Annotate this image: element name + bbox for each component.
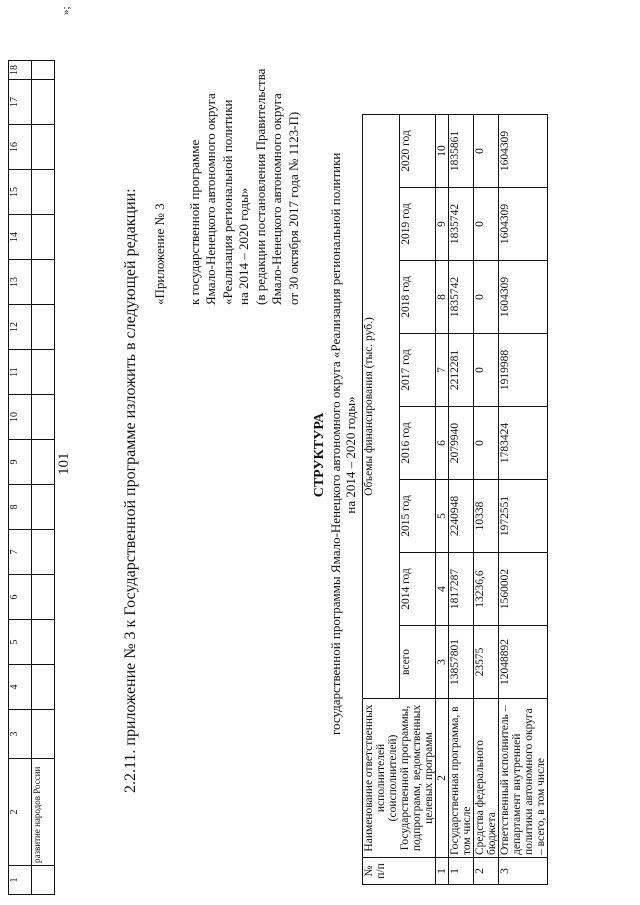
header-volume: Объемы финансирования (тыс. руб.): [363, 115, 400, 699]
cell: [32, 260, 55, 305]
annex-line: (в редакции постановления Правительства: [252, 68, 268, 305]
table-header-row: [363, 115, 400, 885]
value-cell: 23575: [474, 626, 499, 699]
structure-table: [362, 114, 548, 885]
column-number: 9: [9, 440, 32, 485]
cell: [32, 170, 55, 215]
column-number: 4: [9, 665, 32, 710]
column-number-row: [9, 61, 32, 895]
value-cell: 2079940: [449, 407, 474, 480]
annex-line: к государственной программе: [186, 139, 202, 305]
continuation-row: [32, 61, 55, 895]
cell: [32, 305, 55, 350]
annex-line: Ямало-Ненецкого автономного округа: [203, 93, 218, 305]
row-number: 3: [499, 858, 548, 885]
column-index: 4: [436, 553, 449, 626]
header-name-line: подпрограмм, ведомственных: [411, 704, 423, 852]
header-year: 2015 год: [399, 480, 436, 553]
annex-line: на 2014 – 2020 годы»: [236, 187, 251, 305]
header-year: 2014 год: [399, 553, 436, 626]
row-name: Средства федерального бюджета: [474, 699, 499, 858]
table-row: [474, 115, 499, 885]
column-number: 5: [9, 620, 32, 665]
header-year: 2019 год: [399, 188, 436, 261]
value-cell: 2240948: [449, 480, 474, 553]
value-cell: 1919988: [499, 334, 548, 407]
row-name: Ответственный исполнитель – департамент внутренней политики автономного округа – всего, в том числе: [499, 699, 548, 858]
value-cell: 2212281: [449, 334, 474, 407]
column-index: 2: [436, 699, 449, 858]
page-number: 101: [56, 452, 72, 475]
cell: [32, 620, 55, 665]
header-year: 2016 год: [399, 407, 436, 480]
column-index: 5: [436, 480, 449, 553]
annex-header: [152, 69, 302, 305]
header-year: 2017 год: [399, 334, 436, 407]
row-number: 2: [474, 858, 499, 885]
column-number: 7: [9, 530, 32, 575]
cell: [32, 485, 55, 530]
column-number: 3: [9, 710, 32, 759]
column-number: 17: [9, 80, 32, 125]
value-cell: 0: [474, 334, 499, 407]
header-name: [363, 699, 436, 858]
header-name-line: целевых программ: [423, 732, 435, 824]
value-cell: 13236,6: [474, 553, 499, 626]
column-index: 1: [436, 858, 449, 885]
header-name-line: Наименование ответственных: [363, 704, 375, 852]
cell: [32, 440, 55, 485]
cell: [32, 395, 55, 440]
value-cell: 1835742: [449, 261, 474, 334]
column-number: 1: [9, 866, 32, 895]
column-index: 3: [436, 626, 449, 699]
cell: [32, 575, 55, 620]
cell: [32, 80, 55, 125]
table-row: [449, 115, 474, 885]
value-cell: 1560002: [499, 553, 548, 626]
value-cell: 1783424: [499, 407, 548, 480]
row-number: 1: [449, 858, 474, 885]
column-index: 6: [436, 407, 449, 480]
column-index-row: [436, 115, 449, 885]
value-cell: 1604309: [499, 261, 548, 334]
value-cell: 10338: [474, 480, 499, 553]
column-number: 11: [9, 350, 32, 395]
value-cell: 0: [474, 261, 499, 334]
column-number: 2: [9, 759, 32, 866]
value-cell: 1835861: [449, 115, 474, 188]
cell: [32, 866, 55, 895]
value-cell: 1604309: [499, 115, 548, 188]
header-total: всего: [399, 626, 436, 699]
header-number: № п/п: [363, 858, 436, 885]
annex-line: Ямало-Ненецкого автономного округа: [269, 93, 284, 305]
structure-heading: [312, 152, 358, 735]
cell: [32, 125, 55, 170]
cell: [32, 710, 55, 759]
annex-line: от 30 октября 2017 года № 1123-П): [285, 111, 301, 305]
value-cell: 0: [474, 115, 499, 188]
structure-subtitle: на 2014 – 2020 годы»: [343, 396, 358, 514]
corner-mark: »;: [60, 6, 72, 15]
header-year: 2018 год: [399, 261, 436, 334]
cell: [32, 665, 55, 710]
header-name-line: Государственной программы,: [399, 705, 411, 851]
column-number: 16: [9, 125, 32, 170]
header-name-line: исполнителей (соисполнителей): [375, 734, 399, 822]
column-number: 15: [9, 170, 32, 215]
value-cell: 1972551: [499, 480, 548, 553]
column-number: 6: [9, 575, 32, 620]
cell: [32, 350, 55, 395]
column-number: 8: [9, 485, 32, 530]
column-number: 14: [9, 215, 32, 260]
value-cell: 1835742: [449, 188, 474, 261]
value-cell: 1604309: [499, 188, 548, 261]
cell: [32, 61, 55, 80]
value-cell: 0: [474, 188, 499, 261]
column-number: 13: [9, 260, 32, 305]
structure-subtitle: государственной программы Ямало-Ненецкого автономного округа «Реализация региональной политики: [328, 152, 343, 735]
value-cell: 12048892: [499, 626, 548, 699]
table-row: [499, 115, 548, 885]
column-index: 9: [436, 188, 449, 261]
column-index: 8: [436, 261, 449, 334]
row-text: развитие народов России: [32, 759, 55, 866]
value-cell: 0: [474, 407, 499, 480]
column-number: 10: [9, 395, 32, 440]
value-cell: 13857801: [449, 626, 474, 699]
column-number: 12: [9, 305, 32, 350]
column-number: 18: [9, 61, 32, 80]
previous-table-fragment: [8, 60, 55, 895]
cell: [32, 530, 55, 575]
column-index: 10: [436, 115, 449, 188]
cell: [32, 215, 55, 260]
column-index: 7: [436, 334, 449, 407]
row-name: Государственная программа, в том числе: [449, 699, 474, 858]
structure-title: СТРУКТУРА: [312, 412, 327, 498]
header-year: 2020 год: [399, 115, 436, 188]
amendment-line: 2.2.11. приложение № 3 к Государственной программе изложить в следующей редакции:: [122, 188, 139, 793]
annex-line: «Реализация региональной политики: [219, 99, 235, 305]
annex-title: «Приложение № 3: [152, 203, 167, 305]
value-cell: 1817287: [449, 553, 474, 626]
